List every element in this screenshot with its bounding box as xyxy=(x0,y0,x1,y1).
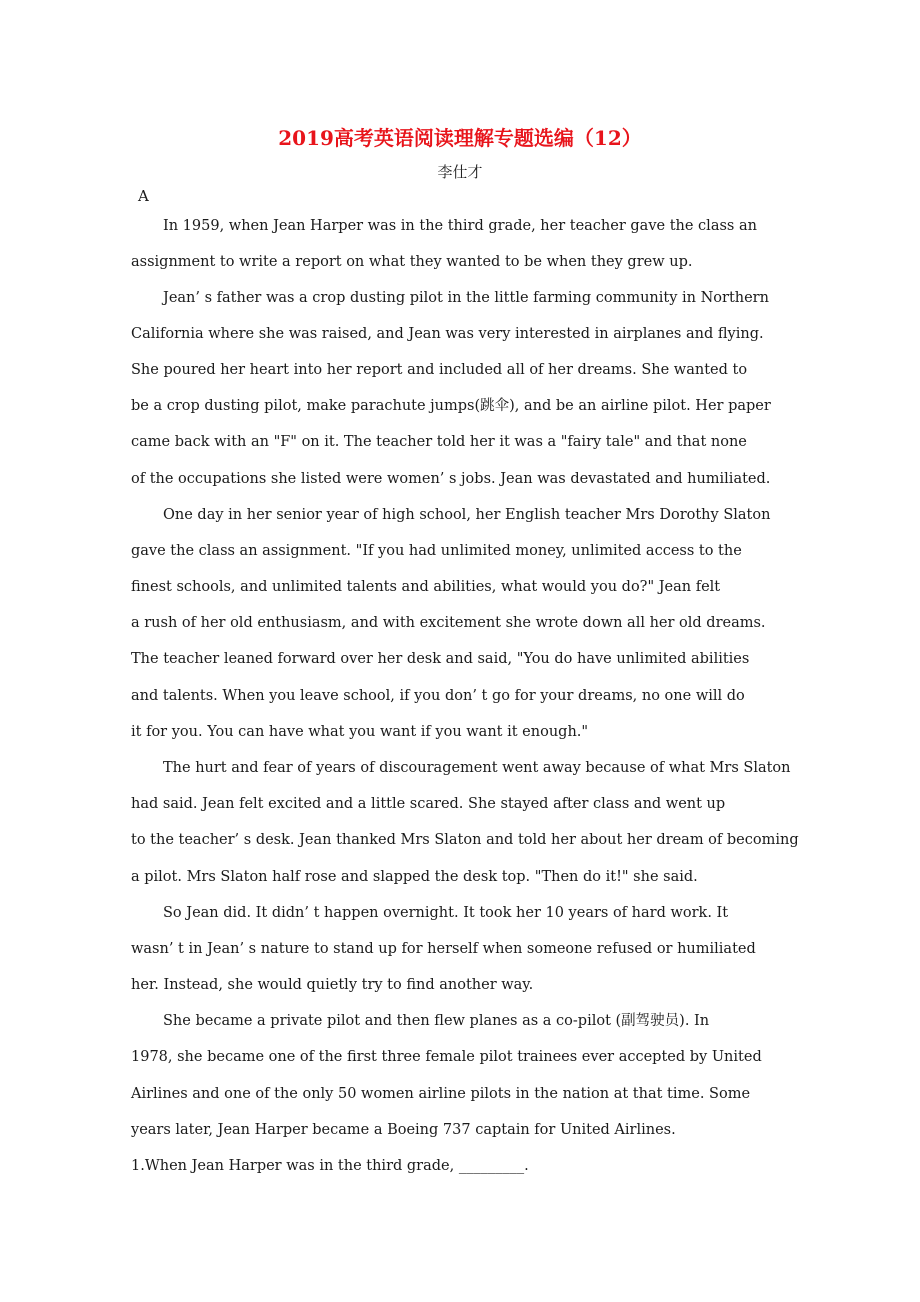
text-line: her. Instead, she would quietly try to find another way. xyxy=(131,977,534,993)
text-line: came back with an "F" on it. The teacher told her it was a "fairy tale" and that none xyxy=(131,434,747,450)
text-line: California where she was raised, and Jean was very interested in airplanes and flying. xyxy=(131,326,764,342)
text-line: wasn’ t in Jean’ s nature to stand up for herself when someone refused or humiliated xyxy=(131,941,756,957)
text-line: The teacher leaned forward over her desk and said, "You do have unlimited abilities xyxy=(131,651,750,667)
author-name: 李仕才 xyxy=(437,163,483,181)
text-line: assignment to write a report on what they wanted to be when they grew up. xyxy=(131,254,693,270)
text-line: So Jean did. It didn’ t happen overnight. It took her 10 years of hard work. It xyxy=(163,905,729,921)
text-line: She became a private pilot and then flew planes as a co-pilot (副驾驶员). In xyxy=(163,1013,710,1029)
text-line: gave the class an assignment. "If you had unlimited money, unlimited access to the xyxy=(131,543,742,559)
text-line: of the occupations she listed were women’ s jobs. Jean was devastated and humiliated. xyxy=(131,471,771,487)
text-line: In 1959, when Jean Harper was in the third grade, her teacher gave the class an xyxy=(163,218,757,234)
text-line: Airlines and one of the only 50 women airline pilots in the nation at that time. Some xyxy=(131,1086,751,1102)
text-line: She poured her heart into her report and included all of her dreams. She wanted to xyxy=(131,362,748,378)
text-line: Jean’ s father was a crop dusting pilot in the little farming community in Northern xyxy=(163,290,769,306)
text-line: be a crop dusting pilot, make parachute jumps(跳伞), and be an airline pilot. Her paper xyxy=(131,398,771,414)
document-title: 2019高考英语阅读理解专题选编（12） xyxy=(278,126,642,150)
text-line: 1978, she became one of the first three female pilot trainees ever accepted by United xyxy=(131,1049,762,1065)
section-label: A xyxy=(138,187,149,205)
text-line: and talents. When you leave school, if you don’ t go for your dreams, no one will do xyxy=(131,688,745,704)
question-line: 1.When Jean Harper was in the third grade, _________. xyxy=(131,1158,529,1174)
text-line: The hurt and fear of years of discouragement went away because of what Mrs Slaton xyxy=(163,760,791,776)
text-line: a rush of her old enthusiasm, and with excitement she wrote down all her old dreams. xyxy=(131,615,766,631)
text-line: One day in her senior year of high school, her English teacher Mrs Dorothy Slaton xyxy=(163,507,771,523)
text-line: finest schools, and unlimited talents and abilities, what would you do?" Jean felt xyxy=(131,579,721,595)
text-line: it for you. You can have what you want if you want it enough." xyxy=(131,724,589,740)
text-line: had said. Jean felt excited and a little scared. She stayed after class and went up xyxy=(131,796,726,812)
text-line: a pilot. Mrs Slaton half rose and slapped the desk top. "Then do it!" she said. xyxy=(131,869,698,885)
text-line: to the teacher’ s desk. Jean thanked Mrs Slaton and told her about her dream of becoming xyxy=(131,832,799,848)
text-line: years later, Jean Harper became a Boeing 737 captain for United Airlines. xyxy=(131,1122,676,1138)
